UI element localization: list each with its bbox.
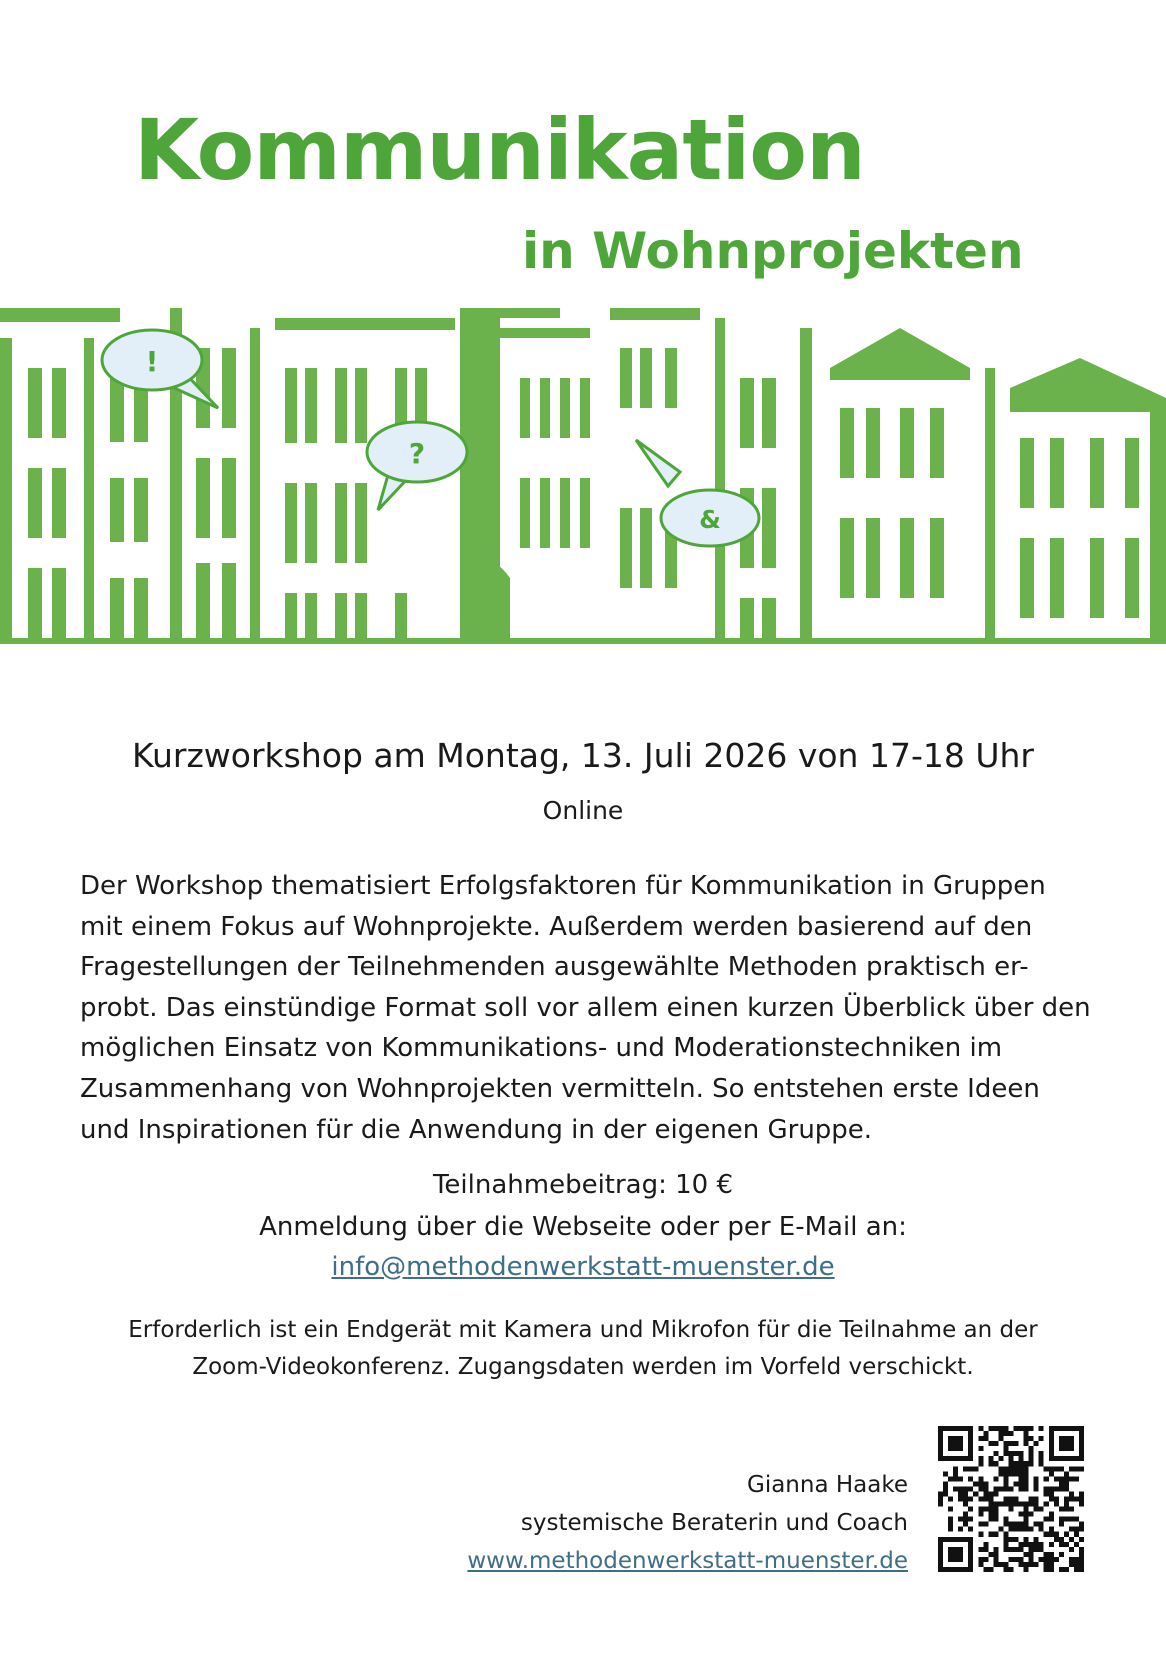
bubble-text-question: ? — [408, 437, 426, 470]
website-line — [467, 1542, 908, 1580]
subtitle: in Wohnprojekten — [522, 222, 1024, 280]
event-headline: Kurzworkshop am Montag, 13. Juli 2026 von 17-18 Uhr — [132, 736, 1034, 775]
title: Kommunikation — [134, 101, 865, 199]
building-banner-illustration — [0, 308, 1166, 654]
registration-instruction: Anmeldung über die Webseite oder per E-Mail an: — [259, 1212, 907, 1242]
email-line — [0, 1252, 1166, 1282]
contact-role: systemische Beraterin und Coach — [520, 1510, 908, 1536]
requirements — [0, 1312, 1166, 1386]
contact-block — [467, 1466, 908, 1580]
requirements-line-1: Erforderlich ist ein Endgerät mit Kamera und Mikrofon für die Teilnahme an der — [128, 1317, 1038, 1343]
qr-code — [938, 1426, 1084, 1572]
contact-name: Gianna Haake — [747, 1472, 908, 1498]
event-mode: Online — [542, 796, 624, 825]
email-link[interactable]: info@methodenwerkstatt-muenster.de — [331, 1252, 835, 1282]
description: Der Workshop thematisiert Erfolgsfaktoren für Kommunikation in Gruppen mit einem Fokus auf Wohnprojekte. Außerdem werden basierend auf den Fragestellungen der Teilnehmenden ausgewählte Methoden praktisch er-probt. Das einstündige Format soll vor allem einen kurzen Überblick über den möglichen Einsatz von Kommunikations- und Moderationstechniken im Zusammenhang von Wohnprojekten vermitteln. So entstehen erste Ideen und Inspirationen für die Anwendung in der eigenen Gruppe. — [80, 871, 1091, 1145]
requirements-line-2: Zoom-Videokonferenz. Zugangsdaten werden im Vorfeld verschickt. — [192, 1354, 974, 1380]
bubble-text-exclamation: ! — [145, 345, 159, 378]
bubble-text-ampersand: & — [699, 505, 721, 534]
fee: Teilnahmebeitrag: 10 € — [432, 1170, 734, 1200]
speech-bubble-question — [367, 422, 467, 510]
website-link[interactable]: www.methodenwerkstatt-muenster.de — [467, 1548, 908, 1574]
